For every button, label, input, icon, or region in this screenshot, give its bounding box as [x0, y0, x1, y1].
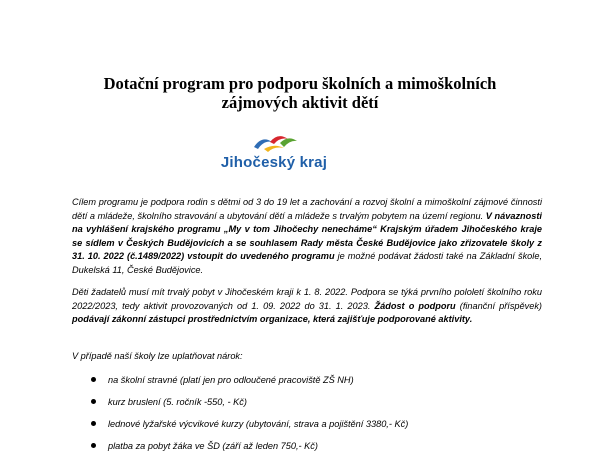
list-item: [72, 440, 542, 462]
paragraph-2-bold-2: podávají zákonní zástupci prostřednictvím organizace, která zajišťuje podporované aktivity.: [72, 314, 473, 325]
list-item: [72, 374, 542, 396]
paragraph-1-bold: V návaznosti na vyhlášení krajského programu „My v tom Jihočechy nenecháme“ Krajským úřadem Jihočeského kraje se sídlem v Českých Budějovicích a se souhlasem Rady města České Budějovice jako zřizovatele školy z 31. 10. 2022 (č.1489/2022) vstoupit do uvedeného programu: [72, 210, 542, 262]
paragraph-1-plain: Cílem programu je podpora rodin s dětmi od 3 do 19 let a zachování a rozvoj školní a mimoškolní zájmové činnosti dětí a mládeže, školního stravování a ubytování dětí a mládeže s trvalým pobytem na území regionu.: [72, 197, 542, 221]
bullet-icon: [91, 421, 96, 426]
bullet-icon: [91, 399, 96, 404]
list-item: [72, 418, 542, 440]
paragraph-claims-intro: V případě naší školy lze uplatňovat nárok:: [72, 351, 243, 361]
paragraph-eligibility: [72, 286, 542, 327]
paragraph-2-mid: (finanční příspěvek): [455, 300, 542, 311]
document-title: [60, 74, 540, 112]
paragraph-2-bold-1: Žádost o podporu: [374, 300, 456, 311]
logo-text: Jihočeský kraj: [220, 154, 328, 171]
list-item-text: lednové lyžařské výcvikové kurzy (ubytování, strava a pojištění 3380,- Kč): [108, 419, 409, 429]
list-item-text: kurz bruslení (5. ročník -550, - Kč): [108, 397, 247, 407]
paragraph-program-goal: [72, 196, 542, 278]
list-item: [72, 396, 542, 418]
title-line-1: Dotační program pro podporu školních a mimoškolních: [103, 74, 497, 93]
logo-mark-icon: [250, 133, 300, 153]
jihocesky-kraj-logo: [214, 133, 334, 185]
bullet-icon: [91, 377, 96, 382]
claims-list: [72, 374, 542, 462]
list-item-text: na školní stravné (platí jen pro odloučené pracoviště ZŠ NH): [108, 375, 354, 385]
bullet-icon: [91, 443, 96, 448]
paragraph-2-plain: Děti žadatelů musí mít trvalý pobyt v Jihočeském kraji k 1. 8. 2022. Podpora se týká prvního pololetí školního roku 2022/2023, tedy aktivit provozovaných od 1. 09. 2022 do 31. 1. 2023.: [72, 287, 542, 311]
paragraph-1-tail: je možné podávat žádosti také na Základní škole, Dukelská 11, České Budějovice.: [72, 251, 542, 275]
title-line-2: zájmových aktivit dětí: [221, 93, 379, 112]
list-item-text: platba za pobyt žáka ve ŠD (září až leden 750,- Kč): [108, 441, 318, 451]
